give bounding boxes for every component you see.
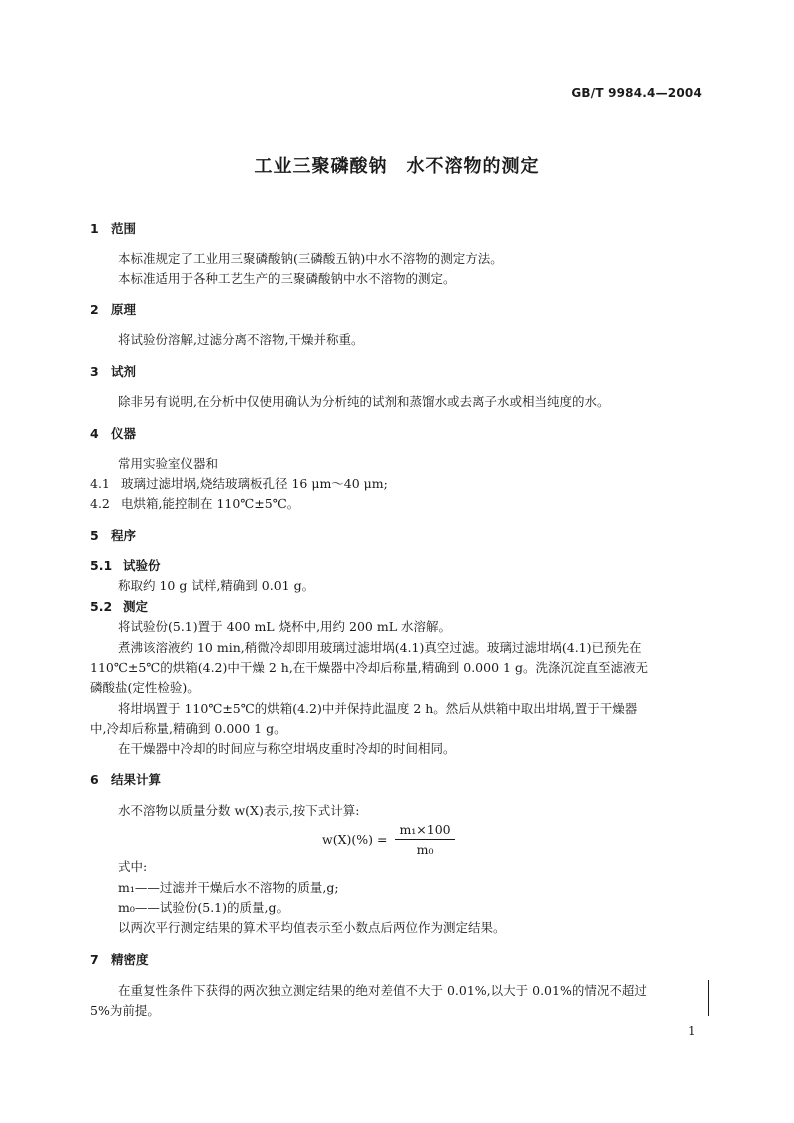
- subsection-5-2-para-1: 将试验份(5.1)置于 400 mL 烧杯中,用约 200 mL 水溶解。: [118, 619, 451, 634]
- item-4-1-number: 4.1: [90, 476, 110, 491]
- section-1-title: 范围: [111, 221, 137, 236]
- section-6-definition-1: m₁——过滤并干燥后水不溶物的质量,g;: [118, 880, 339, 895]
- subsection-5-2-title: 测定: [123, 599, 149, 614]
- section-3-number: 3: [90, 364, 99, 379]
- section-5-title: 程序: [111, 528, 137, 543]
- section-1-para-1: 本标准规定了工业用三聚磷酸钠(三磷酸五钠)中水不溶物的测定方法。: [118, 251, 503, 266]
- formula-fraction: [395, 822, 454, 857]
- section-6-where: 式中:: [118, 859, 148, 874]
- standard-number: GB/T 9984.4—2004: [571, 86, 702, 100]
- item-4-2-text: 电烘箱,能控制在 110℃±5℃。: [121, 496, 300, 511]
- section-2-number: 2: [90, 302, 99, 317]
- subsection-5-2-para-2-line-3: 磷酸盐(定性检验)。: [90, 680, 200, 695]
- section-6-para-1: 水不溶物以质量分数 w(X)表示,按下式计算:: [118, 803, 360, 818]
- formula-numerator: m₁×100: [395, 822, 454, 840]
- section-1-para-2: 本标准适用于各种工艺生产的三聚磷酸钠中水不溶物的测定。: [118, 271, 456, 286]
- subsection-5-2-para-2-line-2: 110℃±5℃的烘箱(4.2)中干燥 2 h,在干燥器中冷却后称量,精确到 0.000 1 g。洗涤沉淀直至滤液无: [90, 660, 648, 675]
- section-4-title: 仪器: [111, 426, 137, 441]
- item-4-1-text: 玻璃过滤坩埚,烧结玻璃板孔径 16 μm～40 μm;: [121, 476, 388, 491]
- subsection-5-1-number: 5.1: [90, 558, 113, 573]
- section-7-para-line-2: 5%为前提。: [90, 1003, 160, 1018]
- section-7-number: 7: [90, 952, 99, 967]
- subsection-5-2-para-4: 在干燥器中冷却的时间应与称空坩埚皮重时冷却的时间相同。: [118, 741, 456, 756]
- formula-lhs: w(X)(%) =: [322, 832, 388, 847]
- formula-denominator: m₀: [416, 842, 434, 857]
- section-4-number: 4: [90, 426, 99, 441]
- section-6-number: 6: [90, 772, 99, 787]
- section-6-title: 结果计算: [111, 772, 162, 787]
- change-bar: [708, 980, 709, 1016]
- section-3-title: 试剂: [111, 364, 137, 379]
- section-6-definition-2: m₀——试验份(5.1)的质量,g。: [118, 900, 289, 915]
- section-7-title: 精密度: [111, 952, 149, 967]
- subsection-5-2-para-2-line-1: 煮沸该溶液约 10 min,稍微冷却即用玻璃过滤坩埚(4.1)真空过滤。玻璃过滤坩埚(4.1)已预先在: [118, 640, 642, 655]
- subsection-5-2-number: 5.2: [90, 599, 113, 614]
- subsection-5-1-para: 称取约 10 g 试样,精确到 0.01 g。: [118, 578, 315, 593]
- page-title: 工业三聚磷酸钠 水不溶物的测定: [254, 156, 540, 177]
- subsection-5-2-para-3-line-1: 将坩埚置于 110℃±5℃的烘箱(4.2)中并保持此温度 2 h。然后从烘箱中取出坩埚,置于干燥器: [118, 701, 638, 716]
- section-7-para-line-1: 在重复性条件下获得的两次独立测定结果的绝对差值不大于 0.01%,以大于 0.01%的情况不超过: [118, 983, 647, 998]
- section-1-number: 1: [90, 221, 99, 236]
- item-4-2-number: 4.2: [90, 496, 110, 511]
- section-4-para-1: 常用实验室仪器和: [118, 456, 219, 471]
- section-2-title: 原理: [111, 302, 137, 317]
- section-3-para-1: 除非另有说明,在分析中仅使用确认为分析纯的试剂和蒸馏水或去离子水或相当纯度的水。: [118, 394, 610, 409]
- formula: [322, 822, 455, 857]
- page-number: 1: [688, 1024, 696, 1038]
- subsection-5-2-para-3-line-2: 中,冷却后称量,精确到 0.000 1 g。: [90, 721, 287, 736]
- subsection-5-1-title: 试验份: [123, 558, 161, 573]
- section-5-number: 5: [90, 528, 99, 543]
- section-2-para-1: 将试验份溶解,过滤分离不溶物,干燥并称重。: [118, 332, 364, 347]
- section-6-para-2: 以两次平行测定结果的算术平均值表示至小数点后两位作为测定结果。: [118, 920, 506, 935]
